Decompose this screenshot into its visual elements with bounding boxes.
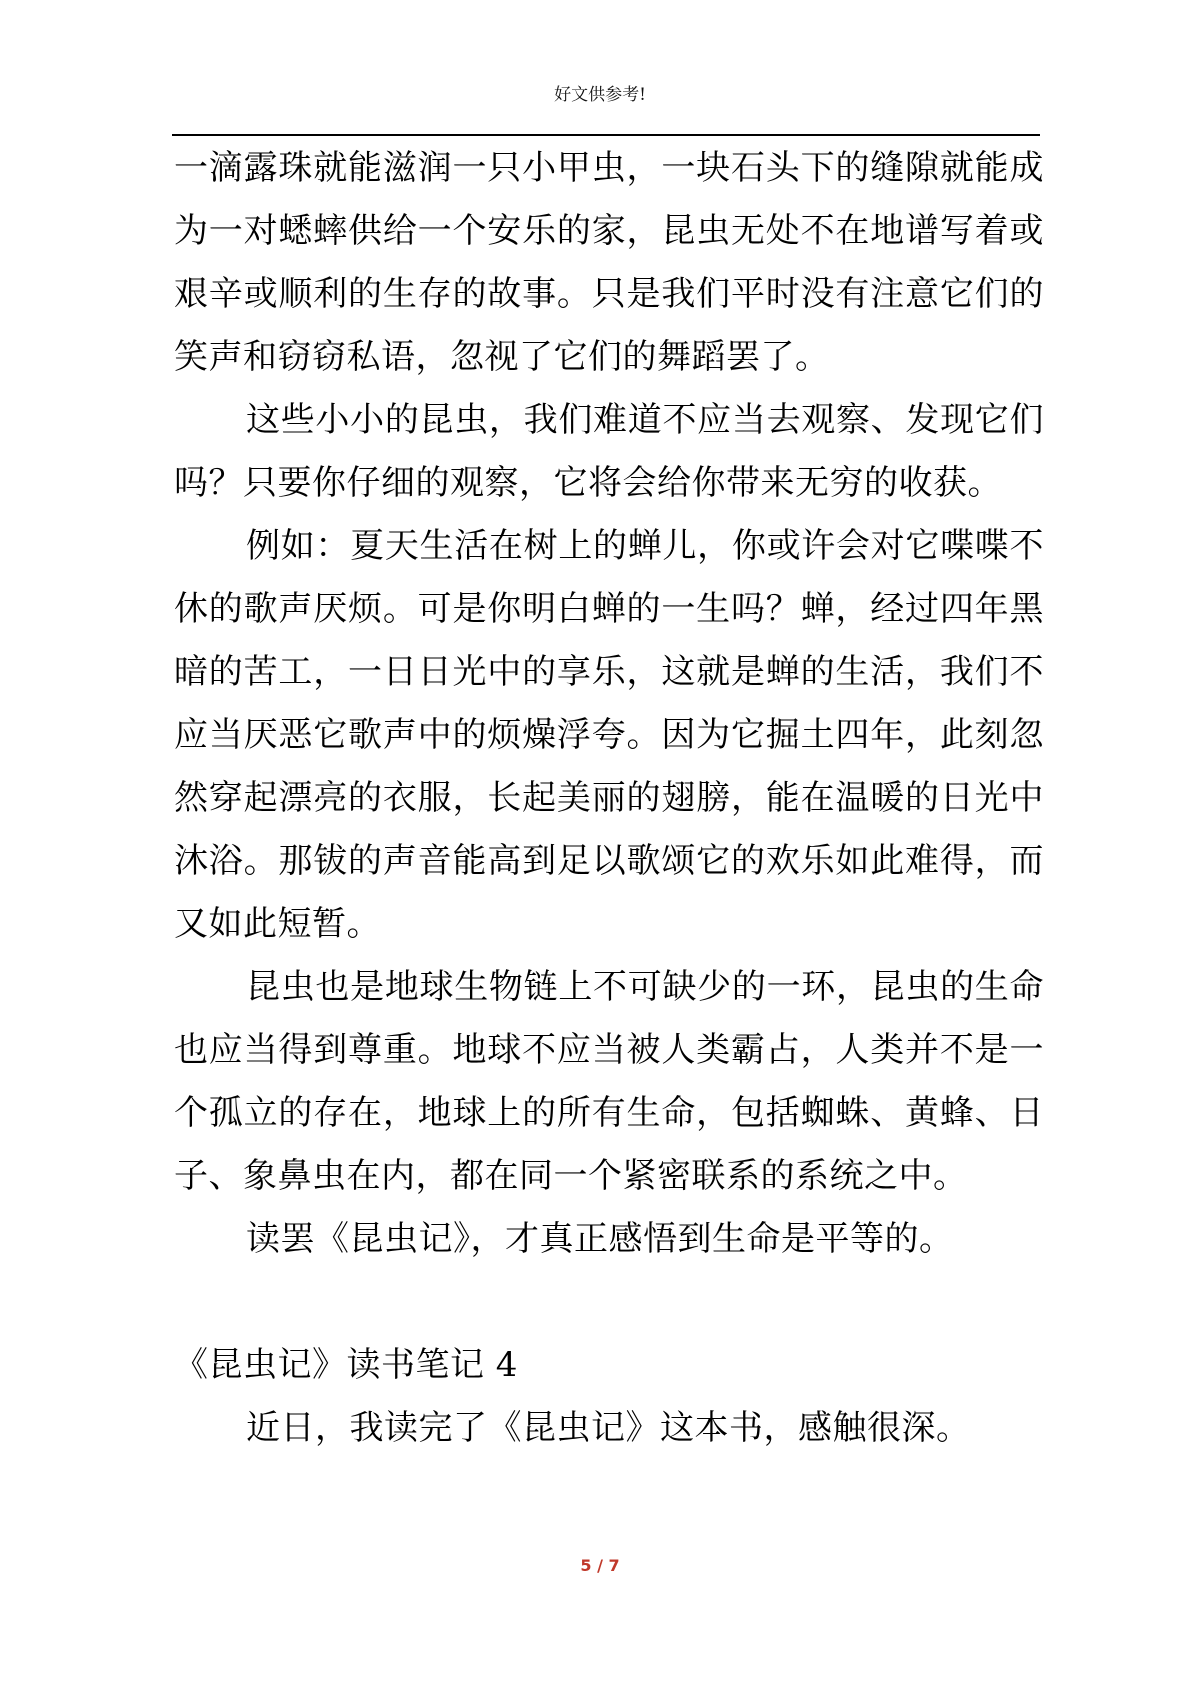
paragraph-4: 昆虫也是地球生物链上不可缺少的一环，昆虫的生命也应当得到尊重。地球不应当被人类霸占，人类并不是一个孤立的存在，地球上的所有生命，包括蜘蛛、黄蜂、日子、象鼻虫在内，都在同一个紧密联系的系统之中。 (174, 967, 1044, 1196)
paragraph-5: 读罢《昆虫记》，才真正感悟到生命是平等的。 (246, 1219, 954, 1259)
paragraph-3: 例如：夏天生活在树上的蝉儿，你或许会对它喋喋不休的歌声厌烦。可是你明白蝉的一生吗？蝉，经过四年黑暗的苦工，一日日光中的享乐，这就是蝉的生活，我们不应当厌恶它歌声中的烦燥浮夸。因为它掘土四年，此刻忽然穿起漂亮的衣服，长起美丽的翅膀，能在温暖的日光中沐浴。那钹的声音能高到足以歌颂它的欢乐如此难得，而又如此短暂。 (174, 526, 1044, 944)
section-title: 《昆虫记》读书笔记 4 (174, 1345, 518, 1385)
page-header: 好文供参考! (554, 85, 646, 105)
header-divider (172, 134, 1040, 136)
paragraph-2: 这些小小的昆虫，我们难道不应当去观察、发现它们吗？只要你仔细的观察，它将会给你带来无穷的收获。 (174, 400, 1044, 503)
section-paragraph-1: 近日，我读完了《昆虫记》这本书，感触很深。 (246, 1408, 971, 1448)
page-number: 5 / 7 (580, 1556, 620, 1575)
paragraph-1: 一滴露珠就能滋润一只小甲虫，一块石头下的缝隙就能成为一对蟋蟀供给一个安乐的家，昆虫无处不在地谱写着或艰辛或顺利的生存的故事。只是我们平时没有注意它们的笑声和窃窃私语，忽视了它们的舞蹈罢了。 (174, 148, 1044, 377)
document-body (174, 137, 1044, 1460)
